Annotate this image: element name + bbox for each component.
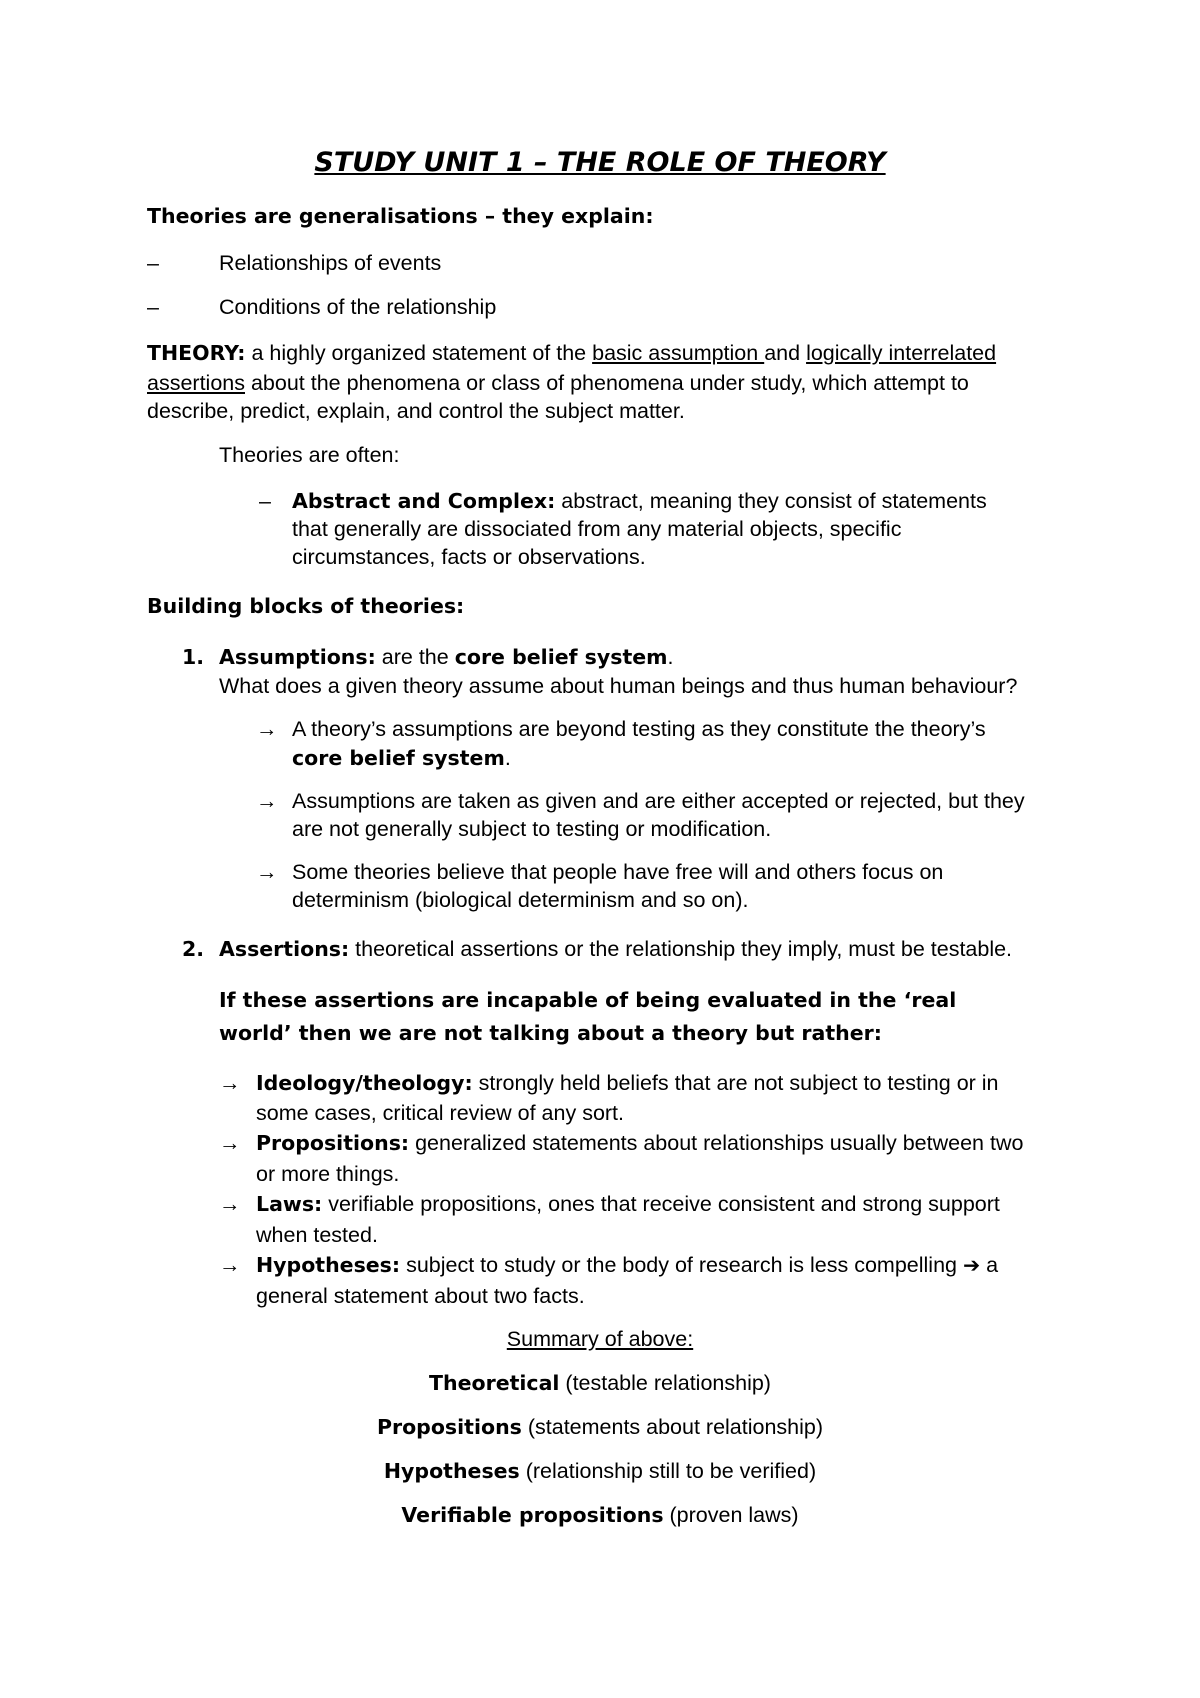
item-number: 1. (182, 645, 205, 669)
assumptions-sub-line2: determinism (biological determinism and so on). (292, 888, 749, 912)
summary-desc: (proven laws) (663, 1503, 799, 1527)
arrow-icon: → (219, 1192, 241, 1216)
text-span: a highly organized statement of the (245, 341, 593, 365)
abstract-complex-label: Abstract and Complex: (292, 489, 556, 513)
theory-definition-line1 (147, 339, 1200, 368)
arrow-icon: → (219, 1253, 241, 1277)
text-span: are the (375, 645, 455, 669)
dash-marker: – (147, 251, 159, 275)
assertions-sub-line2: or more things. (256, 1162, 400, 1186)
right-arrow-icon: ➔ (962, 1253, 981, 1277)
summary-term: Hypotheses (383, 1459, 520, 1483)
summary-row (0, 1457, 1200, 1486)
theory-label: THEORY: (147, 341, 246, 365)
text-span: abstract, meaning they consist of statements (555, 489, 987, 513)
arrow-icon: → (256, 789, 278, 813)
summary-row (0, 1369, 1200, 1398)
assertions-sub-line2: when tested. (256, 1223, 378, 1247)
theory-definition-line2 (147, 369, 1200, 398)
often-item-line3: circumstances, facts or observations. (292, 545, 646, 569)
text-span: about the phenomena or class of phenomena under study, which attempt to (245, 371, 969, 395)
bullet-text: Relationships of events (219, 251, 442, 275)
arrow-icon: → (256, 717, 278, 741)
sub-text: Some theories believe that people have free will and others focus on (292, 860, 944, 884)
text-span: . (504, 746, 511, 770)
assertions-sub-line2: some cases, critical review of any sort. (256, 1101, 625, 1125)
assumptions-sub-line2 (292, 744, 1200, 773)
arrow-icon: → (256, 860, 278, 884)
core-belief-text: core belief system (292, 746, 505, 770)
summary-desc: (relationship still to be verified) (519, 1459, 817, 1483)
assertions-text: assertions (147, 371, 245, 395)
text-span: verifiable propositions, ones that receive consistent and strong support (322, 1192, 1000, 1216)
intro-heading: Theories are generalisations – they explain: (147, 204, 654, 228)
summary-heading: Summary of above: (506, 1327, 694, 1351)
core-belief-text: core belief system (454, 645, 668, 669)
bullet-text: Conditions of the relationship (219, 295, 497, 319)
assertions-callout-line2: world’ then we are not talking about a theory but rather: (219, 1021, 882, 1045)
often-item-line2: that generally are dissociated from any material objects, specific (292, 517, 902, 541)
text-span: strongly held beliefs that are not subject to testing or in (472, 1071, 999, 1095)
assumptions-label: Assumptions: (219, 645, 376, 669)
text-span: . (667, 645, 674, 669)
assertions-sub-line2: general statement about two facts. (256, 1284, 585, 1308)
arrow-icon: → (219, 1071, 241, 1095)
sub-text: Assumptions are taken as given and are either accepted or rejected, but they (292, 789, 1025, 813)
building-blocks-heading: Building blocks of theories: (147, 594, 465, 618)
text-span: generalized statements about relationships usually between two (409, 1131, 1024, 1155)
summary-term: Propositions (376, 1415, 522, 1439)
summary-desc: (testable relationship) (559, 1371, 771, 1395)
sub-label: Hypotheses: (256, 1253, 401, 1277)
dash-marker: – (259, 489, 271, 513)
summary-term: Verifiable propositions (401, 1503, 664, 1527)
dash-marker: – (147, 295, 159, 319)
text-span: subject to study or the body of research is less compelling (400, 1253, 963, 1277)
summary-row (0, 1501, 1200, 1530)
page-title: STUDY UNIT 1 – THE ROLE OF THEORY (314, 147, 886, 178)
sub-label: Ideology/theology: (256, 1071, 473, 1095)
arrow-icon: → (219, 1131, 241, 1155)
assumptions-question: What does a given theory assume about human beings and thus human behaviour? (219, 674, 1018, 698)
text-span: and (764, 341, 807, 365)
summary-term: Theoretical (429, 1371, 560, 1395)
assumptions-sub-line2: are not generally subject to testing or modification. (292, 817, 772, 841)
sub-label: Laws: (256, 1192, 323, 1216)
text-span: theoretical assertions or the relationship they imply, must be testable. (349, 937, 1013, 961)
item-number: 2. (182, 937, 205, 961)
text-span: a (980, 1253, 999, 1277)
theory-definition-line3: describe, predict, explain, and control the subject matter. (147, 399, 685, 423)
sub-label: Propositions: (256, 1131, 410, 1155)
assertions-label: Assertions: (219, 937, 350, 961)
summary-desc: (statements about relationship) (521, 1415, 824, 1439)
often-lead: Theories are often: (219, 443, 400, 467)
summary-row (0, 1413, 1200, 1442)
sub-text: A theory’s assumptions are beyond testing as they constitute the theory’s (292, 717, 986, 741)
logically-interrelated-text: logically interrelated (806, 341, 997, 365)
basic-assumption-text: basic assumption (592, 341, 765, 365)
assertions-callout-line1: If these assertions are incapable of being evaluated in the ‘real (219, 988, 957, 1012)
